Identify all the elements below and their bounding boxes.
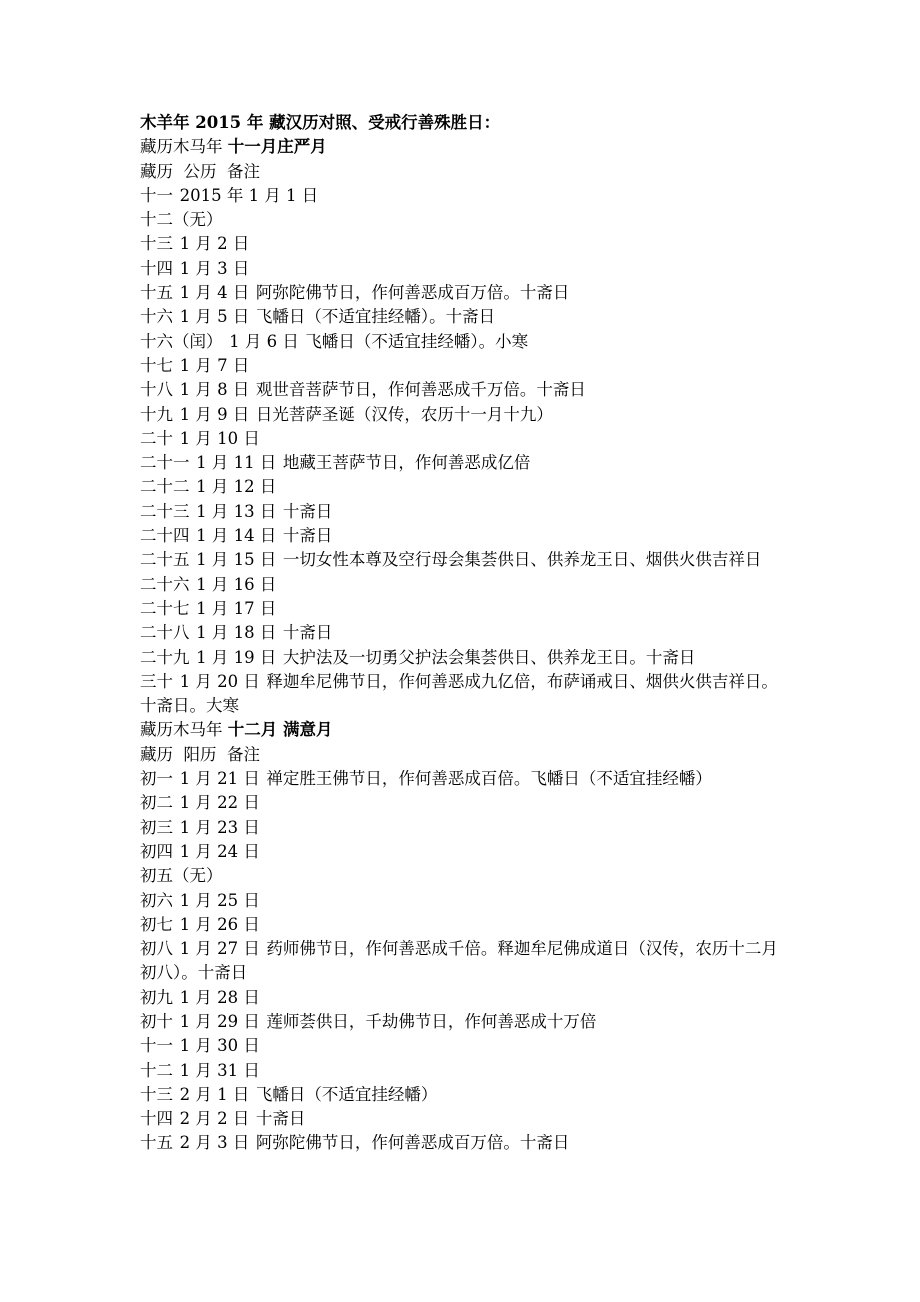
calendar-row <box>140 208 790 232</box>
gregorian-date: 1 月 12 日 <box>196 477 277 497</box>
tibetan-date: 十六（闰） <box>140 331 223 351</box>
tibetan-date: 十四 <box>140 258 173 278</box>
note: 禅定胜王佛节日，作何善恶成百倍。飞幡日（不适宜挂经幡） <box>266 769 712 789</box>
month2-heading <box>140 718 790 742</box>
calendar-row <box>140 330 790 354</box>
gregorian-date: 2 月 1 日 <box>179 1084 250 1104</box>
tibetan-date: 二十九 <box>140 647 190 667</box>
calendar-row <box>140 937 790 986</box>
tibetan-date: 二十四 <box>140 526 190 546</box>
note: 飞幡日（不适宜挂经幡） <box>255 1084 438 1104</box>
calendar-row <box>140 403 790 427</box>
calendar-row <box>140 816 790 840</box>
tibetan-date: 十三 <box>140 1084 173 1104</box>
gregorian-date: 1 月 15 日 <box>196 550 277 570</box>
calendar-row <box>140 767 790 791</box>
calendar-row <box>140 427 790 451</box>
note: 日光菩萨圣诞（汉传，农历十一月十九） <box>255 404 553 424</box>
gregorian-date: 1 月 16 日 <box>196 574 277 594</box>
tibetan-date: 初五（无） <box>140 866 223 886</box>
note: 十斋日 <box>255 1109 306 1129</box>
note: 十斋日 <box>282 526 333 546</box>
tibetan-date: 二十五 <box>140 550 190 570</box>
tibetan-date: 二十七 <box>140 598 190 618</box>
gregorian-date: 1 月 30 日 <box>179 1036 260 1056</box>
month2-column-headers: 藏历 阳历 备注 <box>140 744 260 764</box>
gregorian-date: 1 月 31 日 <box>179 1060 260 1080</box>
gregorian-date: 1 月 11 日 <box>196 453 277 473</box>
calendar-row <box>140 1107 790 1131</box>
gregorian-date: 1 月 7 日 <box>179 355 250 375</box>
gregorian-date: 1 月 20 日 <box>179 671 260 691</box>
document-body <box>140 111 790 1156</box>
note: 阿弥陀佛节日，作何善恶成百万倍。十斋日 <box>255 283 570 303</box>
tibetan-date: 十九 <box>140 404 173 424</box>
note: 阿弥陀佛节日，作何善恶成百万倍。十斋日 <box>255 1133 570 1153</box>
calendar-row <box>140 500 790 524</box>
month2-heading-prefix: 藏历木马年 <box>140 720 223 740</box>
tibetan-date: 初八 <box>140 939 173 959</box>
gregorian-date: 1 月 19 日 <box>196 647 277 667</box>
tibetan-date: 初一 <box>140 769 173 789</box>
note: 观世音菩萨节日，作何善恶成千万倍。十斋日 <box>255 380 586 400</box>
note: 飞幡日（不适宜挂经幡）。十斋日 <box>255 307 496 327</box>
tibetan-date: 二十六 <box>140 574 190 594</box>
tibetan-date: 十一 <box>140 1036 173 1056</box>
tibetan-date: 十四 <box>140 1109 173 1129</box>
calendar-row <box>140 184 790 208</box>
tibetan-date: 初三 <box>140 817 173 837</box>
gregorian-date: 2015 年 1 月 1 日 <box>179 185 319 205</box>
gregorian-date: 2 月 3 日 <box>179 1133 250 1153</box>
gregorian-date: 1 月 9 日 <box>179 404 250 424</box>
tibetan-date: 十七 <box>140 355 173 375</box>
gregorian-date: 1 月 14 日 <box>196 526 277 546</box>
calendar-row <box>140 597 790 621</box>
calendar-row <box>140 889 790 913</box>
note: 药师佛节日，作何善恶成千倍。释迦牟尼佛成道日（汉传，农历十二月初八）。十斋日 <box>140 939 778 983</box>
tibetan-date: 十五 <box>140 283 173 303</box>
gregorian-date: 1 月 21 日 <box>179 769 260 789</box>
calendar-row <box>140 864 790 888</box>
calendar-row <box>140 1083 790 1107</box>
gregorian-date: 1 月 4 日 <box>179 283 250 303</box>
calendar-row <box>140 621 790 645</box>
note: 地藏王菩萨节日，作何善恶成亿倍 <box>282 453 531 473</box>
note: 莲师荟供日，千劫佛节日，作何善恶成十万倍 <box>266 1011 597 1031</box>
gregorian-date: 1 月 18 日 <box>196 623 277 643</box>
calendar-row <box>140 1131 790 1155</box>
calendar-row <box>140 670 790 719</box>
tibetan-date: 十五 <box>140 1133 173 1153</box>
tibetan-date: 十一 <box>140 185 173 205</box>
gregorian-date: 1 月 29 日 <box>179 1011 260 1031</box>
tibetan-date: 二十三 <box>140 501 190 521</box>
tibetan-date: 初二 <box>140 793 173 813</box>
gregorian-date: 1 月 2 日 <box>179 234 250 254</box>
tibetan-date: 十六 <box>140 307 173 327</box>
tibetan-date: 二十一 <box>140 453 190 473</box>
gregorian-date: 1 月 13 日 <box>196 501 277 521</box>
gregorian-date: 1 月 24 日 <box>179 841 260 861</box>
month1-heading <box>140 135 790 159</box>
calendar-row <box>140 305 790 329</box>
note: 十斋日 <box>282 501 333 521</box>
tibetan-date: 二十 <box>140 428 173 448</box>
calendar-row <box>140 548 790 572</box>
gregorian-date: 2 月 2 日 <box>179 1109 250 1129</box>
note: 一切女性本尊及空行母会集荟供日、供养龙王日、烟供火供吉祥日 <box>282 550 762 570</box>
gregorian-date: 1 月 5 日 <box>179 307 250 327</box>
calendar-row <box>140 232 790 256</box>
calendar-row <box>140 475 790 499</box>
tibetan-date: 三十 <box>140 671 173 691</box>
gregorian-date: 1 月 17 日 <box>196 598 277 618</box>
gregorian-date: 1 月 26 日 <box>179 914 260 934</box>
tibetan-date: 初九 <box>140 987 173 1007</box>
gregorian-date: 1 月 8 日 <box>179 380 250 400</box>
tibetan-date: 二十八 <box>140 623 190 643</box>
note: 大护法及一切勇父护法会集荟供日、供养龙王日。十斋日 <box>282 647 696 667</box>
gregorian-date: 1 月 3 日 <box>179 258 250 278</box>
calendar-row <box>140 791 790 815</box>
gregorian-date: 1 月 22 日 <box>179 793 260 813</box>
month1-rows <box>140 184 790 719</box>
tibetan-date: 十二（无） <box>140 210 223 230</box>
calendar-row <box>140 1059 790 1083</box>
tibetan-date: 十二 <box>140 1060 173 1080</box>
calendar-row <box>140 1010 790 1034</box>
calendar-row <box>140 913 790 937</box>
gregorian-date: 1 月 23 日 <box>179 817 260 837</box>
note: 飞幡日（不适宜挂经幡）。小寒 <box>305 331 529 351</box>
tibetan-date: 十三 <box>140 234 173 254</box>
document-title: 木羊年 2015 年 藏汉历对照、受戒行善殊胜日： <box>140 113 501 132</box>
gregorian-date: 1 月 6 日 <box>229 331 299 351</box>
month1-heading-prefix: 藏历木马年 <box>140 137 223 157</box>
gregorian-date: 1 月 25 日 <box>179 890 260 910</box>
tibetan-date: 初七 <box>140 914 173 934</box>
tibetan-date: 初四 <box>140 841 173 861</box>
calendar-row <box>140 573 790 597</box>
calendar-row <box>140 354 790 378</box>
calendar-row <box>140 451 790 475</box>
month2-heading-name: 十二月 满意月 <box>227 720 333 740</box>
gregorian-date: 1 月 28 日 <box>179 987 260 1007</box>
note: 释迦牟尼佛节日，作何善恶成九亿倍，布萨诵戒日、烟供火供吉祥日。十斋日。大寒 <box>140 671 778 716</box>
tibetan-date: 十八 <box>140 380 173 400</box>
calendar-row <box>140 646 790 670</box>
tibetan-date: 初六 <box>140 890 173 910</box>
tibetan-date: 二十二 <box>140 477 190 497</box>
calendar-row <box>140 986 790 1010</box>
tibetan-date: 初十 <box>140 1011 173 1031</box>
calendar-row <box>140 524 790 548</box>
gregorian-date: 1 月 27 日 <box>179 939 260 959</box>
calendar-row <box>140 281 790 305</box>
month1-column-headers: 藏历 公历 备注 <box>140 161 260 181</box>
calendar-row <box>140 378 790 402</box>
gregorian-date: 1 月 10 日 <box>179 428 260 448</box>
month1-heading-name: 十一月庄严月 <box>227 137 327 157</box>
calendar-row <box>140 840 790 864</box>
month2-rows <box>140 767 790 1156</box>
note: 十斋日 <box>282 623 333 643</box>
calendar-row <box>140 1034 790 1058</box>
calendar-row <box>140 257 790 281</box>
